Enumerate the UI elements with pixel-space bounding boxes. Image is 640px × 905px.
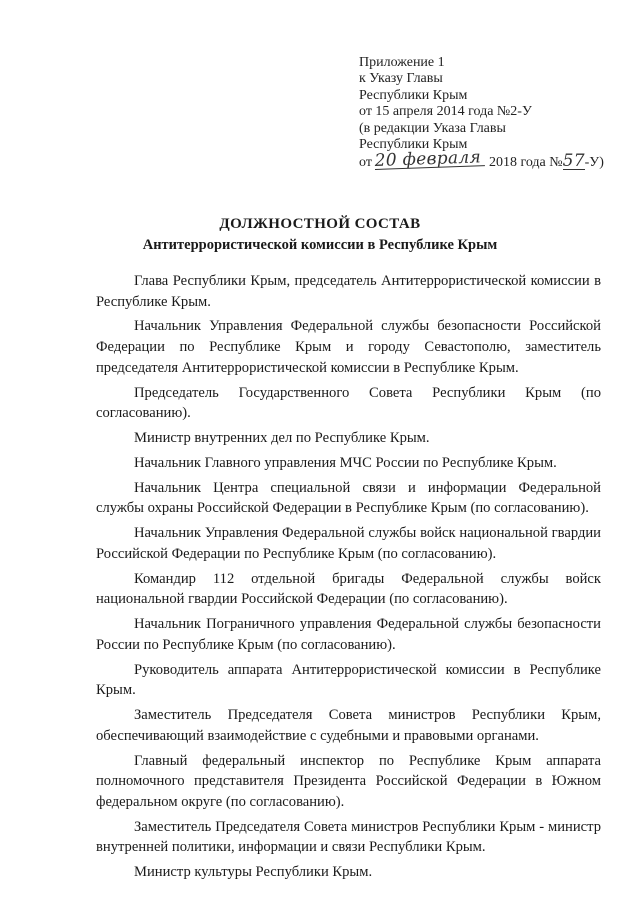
member-item: Заместитель Председателя Совета министров Республики Крым - министр внутренней политики, информации и связи Республики Крым. <box>96 818 601 856</box>
member-item: Председатель Государственного Совета Республики Крым (по согласованию). <box>96 384 601 422</box>
member-item: Начальник Центра специальной связи и информации Федеральной службы охраны Российской Федерации в Республике Крым (по согласованию). <box>96 479 601 517</box>
annex-line-5: (в редакции Указа Главы <box>359 120 506 136</box>
handwritten-decree-number: 57 <box>562 151 585 172</box>
member-item: Министр культуры Республики Крым. <box>134 864 373 881</box>
annex-header <box>359 55 604 172</box>
document-subtitle: Антитеррористической комиссии в Республике Крым <box>142 237 498 253</box>
annex-line-6: Республики Крым <box>359 137 468 153</box>
handwritten-date: 20 февраля <box>375 150 486 171</box>
member-item: Главный федеральный инспектор по Республике Крым аппарата полномочного представителя Президента Российской Федерации в Южном федеральном округе (по согласованию). <box>96 752 601 810</box>
member-item: Начальник Пограничного управления Федеральной службы безопасности России по Республике Крым (по согласованию). <box>96 616 601 653</box>
member-item: Заместитель Председателя Совета министров Республики Крым, обеспечивающий взаимодействие с судебными и правовыми органами. <box>96 707 601 744</box>
members-list <box>96 271 601 887</box>
member-item: Министр внутренних дел по Республике Крым. <box>134 430 430 447</box>
annex-line-1: Приложение 1 <box>359 55 445 70</box>
member-item: Начальник Управления Федеральной службы войск национальной гвардии Российской Федерации по Республике Крым (по согласованию). <box>96 525 601 562</box>
annex-line-7-prefix: от <box>359 155 372 171</box>
member-item: Командир 112 отдельной бригады Федеральной службы войск национальной гвардии Российской Федерации (по согласованию). <box>96 570 601 608</box>
annex-line-3: Республики Крым <box>359 87 468 103</box>
annex-line-7-suffix: -У) <box>584 155 604 171</box>
annex-line-7-year: 2018 года № <box>488 155 563 171</box>
member-item: Руководитель аппарата Антитеррористической комиссии в Республике Крым. <box>96 661 601 699</box>
annex-line-4: от 15 апреля 2014 года №2-У <box>359 104 532 120</box>
member-item: Глава Республики Крым, председатель Антитеррористической комиссии в Республике Крым. <box>96 273 601 310</box>
annex-line-7 <box>359 147 604 172</box>
document-title: ДОЛЖНОСТНОЙ СОСТАВ <box>219 216 421 232</box>
member-item: Начальник Управления Федеральной службы безопасности Российской Федерации по Республике Крым и городу Севастополю, заместитель председателя Антитеррористической комиссии в Республике Крым. <box>96 318 601 376</box>
annex-line-2: к Указу Главы <box>359 71 443 87</box>
member-item: Начальник Главного управления МЧС России по Республике Крым. <box>134 454 557 471</box>
